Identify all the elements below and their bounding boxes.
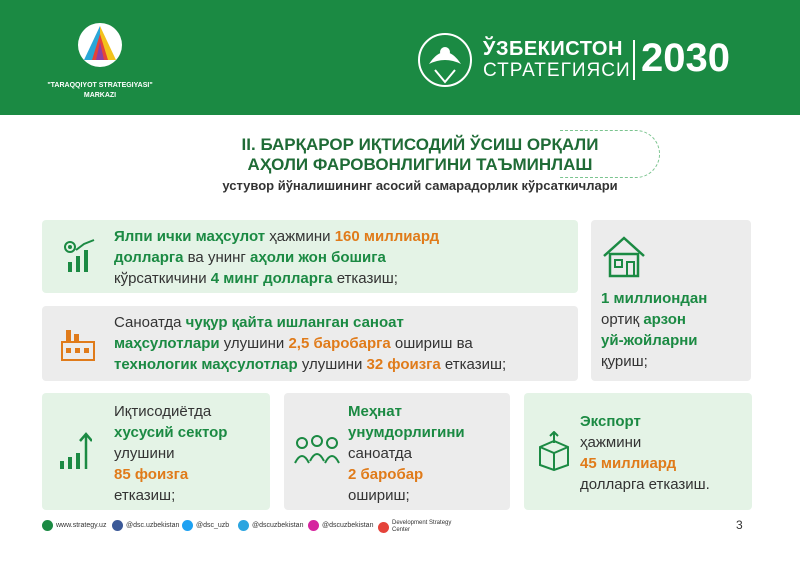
title-line-1: II. БАРҚАРОР ИҚТИСОДИЙ ЎСИШ ОРҚАЛИ xyxy=(241,135,599,154)
labor-ending: ошириш; xyxy=(348,487,410,504)
labor-multiplier: 2 баробар xyxy=(348,466,424,483)
industry-processed-label: чуқур қайта ишланган саноат xyxy=(185,314,404,331)
factory-icon xyxy=(60,324,96,364)
export-connector: ҳажмини xyxy=(580,434,642,451)
footer-site-text: www.strategy.uz xyxy=(56,522,107,529)
housing-ending: қуриш; xyxy=(601,353,648,370)
footer-facebook-link[interactable] xyxy=(112,520,179,531)
telegram-icon xyxy=(238,520,249,531)
gdp-connector: ҳажмини xyxy=(265,228,335,245)
industry-connector-3: улушини xyxy=(297,356,367,373)
labor-connector: саноатда xyxy=(348,445,412,462)
gdp-per-capita-value: 4 минг долларга xyxy=(210,270,333,287)
brand-divider xyxy=(633,40,635,80)
gdp-connector-2: ва унинг xyxy=(183,249,251,266)
private-sector-label: хусусий сектор xyxy=(114,424,228,441)
facebook-icon xyxy=(112,520,123,531)
gdp-text xyxy=(114,226,574,289)
footer-telegram-link[interactable] xyxy=(238,520,303,531)
dsc-logo-icon xyxy=(378,522,389,533)
gdp-unit: долларга xyxy=(114,249,184,266)
industry-tech-value: 32 фоизга xyxy=(366,356,441,373)
housing-connector: ортиқ xyxy=(601,311,644,328)
footer-instagram-link[interactable] xyxy=(308,520,373,531)
brand-title: ЎЗБЕКИСТОН xyxy=(483,38,623,60)
logo-name: "TARAQQIYOT STRATEGIYASI" MARKAZI xyxy=(47,82,153,99)
labor-card xyxy=(284,393,510,510)
labor-label: Меҳнат xyxy=(348,403,402,420)
tent-logo-icon xyxy=(70,20,130,70)
private-value: 85 фоизга xyxy=(114,466,189,483)
section-title xyxy=(120,135,720,193)
emblem-icon xyxy=(415,30,475,90)
title-subtitle: устувор йўналишининг асосий самарадорлик кўрсаткичлари xyxy=(222,178,618,193)
private-intro: Иқтисодиётда xyxy=(114,403,212,420)
page-number: 3 xyxy=(736,518,743,532)
footer-facebook-text: @dsc.uzbekistan xyxy=(126,522,180,529)
housing-text xyxy=(601,288,749,372)
export-text xyxy=(580,411,750,495)
industry-intro: Саноатда xyxy=(114,314,186,331)
export-ending: долларга етказиш. xyxy=(580,476,710,493)
industry-ending: етказиш; xyxy=(440,356,507,373)
labor-text xyxy=(348,401,508,506)
private-sector-card xyxy=(42,393,270,510)
labor-productivity-label: унумдорлигини xyxy=(348,424,465,441)
gdp-indicator-text: кўрсаткичини xyxy=(114,270,211,287)
export-label: Экспорт xyxy=(580,413,641,430)
instagram-icon xyxy=(308,520,319,531)
housing-label: уй-жойларни xyxy=(601,332,698,349)
header-banner xyxy=(0,0,800,115)
footer-site-link[interactable] xyxy=(42,520,106,531)
footer-telegram-text: @dscuzbekistan xyxy=(252,522,304,529)
gdp-ending: етказиш; xyxy=(332,270,398,287)
footer-twitter-text: @dsc_uzb xyxy=(196,522,230,529)
export-value: 45 миллиард xyxy=(580,455,677,472)
title-line-2: АҲОЛИ ФАРОВОНЛИГИНИ ТАЪМИНЛАШ xyxy=(247,155,593,174)
gdp-label: Ялпи ички маҳсулот xyxy=(114,228,266,245)
export-card xyxy=(524,393,752,510)
brand-year: 2030 xyxy=(641,36,730,80)
housing-count: 1 миллиондан xyxy=(601,290,708,307)
housing-card xyxy=(591,220,751,381)
strategy-center-logo[interactable] xyxy=(44,20,156,101)
globe-icon xyxy=(42,520,53,531)
industry-card xyxy=(42,306,578,381)
private-connector: улушини xyxy=(114,445,175,462)
footer-dsc-link[interactable] xyxy=(378,520,458,534)
workers-icon xyxy=(292,433,342,469)
box-export-icon xyxy=(536,431,572,471)
footer-twitter-link[interactable] xyxy=(182,520,229,531)
growth-chart-icon xyxy=(62,238,98,274)
twitter-icon xyxy=(182,520,193,531)
industry-connector: улушини xyxy=(219,335,289,352)
industry-text xyxy=(114,312,574,375)
bar-growth-icon xyxy=(58,431,92,471)
footer-dsc-text: Development Strategy Center xyxy=(392,520,452,533)
house-icon xyxy=(601,234,647,280)
industry-tech-label: технологик маҳсулотлар xyxy=(114,356,298,373)
gdp-card xyxy=(42,220,578,293)
private-ending: етказиш; xyxy=(114,487,176,504)
brand-subtitle: СТРАТЕГИЯСИ xyxy=(483,60,631,81)
housing-affordable-label: арзон xyxy=(643,311,686,328)
industry-multiplier: 2,5 баробарга xyxy=(288,335,391,352)
footer-instagram-text: @dscuzbekistan xyxy=(322,522,374,529)
industry-connector-2: ошириш ва xyxy=(390,335,473,352)
gdp-per-capita-label: аҳоли жон бошига xyxy=(250,249,386,266)
industry-products-label: маҳсулотлари xyxy=(114,335,220,352)
private-sector-text xyxy=(114,401,266,506)
gdp-value: 160 миллиард xyxy=(334,228,440,245)
